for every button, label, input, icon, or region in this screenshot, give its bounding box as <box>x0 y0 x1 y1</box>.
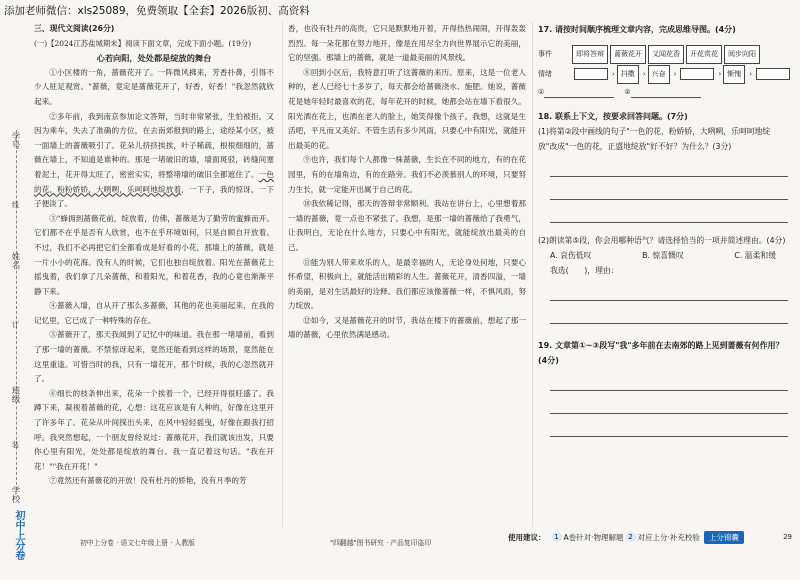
top-note: 添加老师微信：xls25089，免费领取【全套】2026版初、高资料 <box>4 5 310 17</box>
fold-mark: 线 <box>12 201 19 209</box>
option-b[interactable]: B. 惊喜慨叹 <box>642 251 684 260</box>
event-box: 蔷薇花开 <box>610 45 646 64</box>
arrow-right-icon: › <box>673 70 677 78</box>
fold-line <box>16 130 17 490</box>
brand-logo: 初中上分卷 <box>13 510 24 560</box>
arrow-right-icon: › <box>718 70 722 78</box>
margin-label-name: 姓名 <box>10 252 20 269</box>
mind-map-emotions-row <box>538 65 792 84</box>
emotions-label: 情绪 <box>538 70 552 78</box>
arrow-right-icon: › <box>642 70 646 78</box>
options-row <box>538 248 788 263</box>
emotion-box: 惭愧 <box>723 65 745 84</box>
answer-line[interactable] <box>550 185 788 200</box>
question-18-2: (2)朗读第⑤段，你会用哪种语气？请选择恰当的一项并简述理由。(4分) <box>538 236 786 245</box>
column-divider <box>532 22 533 527</box>
emotion-box: 抖擞 <box>617 65 639 84</box>
footer-middle: "四翻越"图书研究 · 产品复印盗印 <box>330 539 432 547</box>
paragraph-1: ①小区楼的一角，蔷薇花开了。一阵微风拂来，芳香扑鼻，引得不少人驻足观赏。"蔷薇，竟定是蔷薇花开了，好香，好香！"我忽然就欣起来。 <box>34 67 274 106</box>
article-title: 心若向阳，处处都是绽放的舞台 <box>96 53 212 64</box>
paragraph-6: ⑥细长的枝条伸出来，花朵一个挨着一个，已经开得很旺盛了。我蹲下来，凝视着蔷薇的花，心想：这花应该是有人种的，好像在这里开了许多年了。花朵从叶间探出头来，在风中轻轻摇曳，好像在跟我打招呼。我突然想起，一个朋友曾经说过：蔷薇花开，我们就该出发，只要你心里有阳光，处处都是绽放的舞台。我一直记着这句话。"我在开花！""我在开花！" <box>34 388 274 471</box>
usage-step-number: 1 <box>552 532 562 542</box>
question-18-1: (1)将第②段中画线的句子"一色的花，粉娇娇，大咧咧，乐呵呵地绽放"改成"一色的花，正盛地绽放"好不好？为什么？(3分) <box>538 127 771 151</box>
answer-line[interactable] <box>550 286 788 301</box>
usage-badge: 上分锦囊 <box>704 531 744 544</box>
answer-line[interactable] <box>631 87 701 98</box>
mind-map-events-row <box>538 45 762 64</box>
paragraph-5: ⑤蔷薇开了，那天我闻到了记忆中的味道。我在那一堵墙前，看到了那一墙的蔷薇。不禁惊讶起来，竟然还能看到这样的场景，竟然能在这里重逢。可惜当时的我，只有一墙花开，那个时候，我的心忽然就开了。 <box>34 330 274 384</box>
events-label: 事件 <box>538 50 552 58</box>
usage-step-1: A卷针对·物理解题 <box>563 532 624 542</box>
paragraph-11: ⑪能为别人带来欢乐的人，是最幸福的人，无论身处何地，只要心怀希望，积极向上，就能活出精彩的人生。蔷薇花开，清香四溢，一墙的美丽，是对生活最好的诠释。我们都应该像蔷薇一样，不惧风雨，努力绽放。 <box>288 257 526 311</box>
column-right <box>538 22 788 437</box>
answer-line[interactable] <box>550 399 788 414</box>
emotion-box: 兴奋 <box>648 65 670 84</box>
question-19: 19. 文章第①~③段写"我"多年前在去南郊的路上见到蔷薇有何作用？(4分) <box>538 341 784 365</box>
margin-label-student-id: 学号 <box>10 132 20 149</box>
underlined-sentence: 一色的花，粉粉娇娇，大咧咧，乐呵呵地绽放着 <box>34 169 274 194</box>
footer-left: 初中上分卷 · 语文七年级上册 · 人教版 <box>80 539 195 547</box>
answer-line[interactable] <box>550 208 788 223</box>
answer-line[interactable] <box>544 87 614 98</box>
paragraph-12: ⑫如今，又是蔷薇花开的时节，我站在楼下的蔷薇前，想起了那一墙的蔷薇，心里依然满是感动。 <box>288 315 526 340</box>
option-a[interactable]: A. 哀伤低叹 <box>550 251 592 260</box>
usage-step-2: 对应上分·补充校验 <box>637 532 700 542</box>
arrow-right-icon: › <box>612 70 615 78</box>
choice-prompt: 我选( )，理由： <box>550 266 619 275</box>
binding-margin <box>0 20 28 565</box>
fold-mark: 订 <box>12 321 19 329</box>
paragraph-9: ⑨也许，我们每个人都像一株蔷薇，生长在不同的地方，有的在花园里，有的在墙角边，有的在路旁。我们不必羡慕别人的环境，只要努力生长，就一定能开出属于自己的花。 <box>288 155 526 194</box>
usage-bar <box>508 530 788 544</box>
usage-step-number: 2 <box>626 532 636 542</box>
fold-mark: 装 <box>12 441 19 449</box>
mind-map <box>538 43 788 101</box>
mind-map-answers <box>538 85 711 100</box>
emotion-blank[interactable] <box>574 68 608 80</box>
paragraph-2 <box>34 110 274 212</box>
answer-number: ② <box>624 88 631 96</box>
usage-label: 使用建议： <box>508 532 546 542</box>
paragraph-4: ④蔷薇入墙，自从开了那么多蔷薇，其他的花也美丽起来，在我的记忆里，它已成了一种特殊的存在。 <box>34 301 274 325</box>
column-divider <box>282 22 283 527</box>
answer-line[interactable] <box>550 309 788 324</box>
margin-label-school: 学校 <box>10 486 20 503</box>
event-box: 开花赏花 <box>686 45 722 64</box>
paragraph-8: ⑧回到小区后，我特意打听了这蔷薇的来历。原来，这是一位老人种的，老人已经七十多岁了，每天都会给蔷薇浇水、施肥。她说，蔷薇花是她年轻时最喜欢的花，每年花开的时候，她都会站在墙下看很久。阳光洒在花上，也洒在老人的脸上，她笑得像个孩子。我想，这就是生活吧，平凡而又美好。不管生活有多少风雨，只要心中有阳光，就能开出最美的花。 <box>288 67 526 150</box>
answer-line[interactable] <box>550 162 788 177</box>
paragraph-7: ⑦竟然还有蔷薇花的开放！没有杜丹的娇艳，没有月季的芳 <box>49 476 247 486</box>
section-heading: 三、现代文阅读(26分) <box>34 24 115 33</box>
event-box: 即将答辩 <box>572 45 608 64</box>
question-17: 17. 请按时间顺序梳理文章内容，完成思维导图。(4分) <box>538 25 736 34</box>
answer-number: ① <box>538 88 545 96</box>
emotion-blank[interactable] <box>756 68 790 80</box>
answer-line[interactable] <box>550 376 788 391</box>
paragraph-2-tail: ，一下子，我的惊讶，一下子便淡了。 <box>34 184 275 209</box>
reading-intro: (一)【2024江苏盐城期末】阅读下面文章，完成下面小题。(19分) <box>34 38 252 48</box>
paragraph-3: ③"蜂拥到蔷薇花前，绽放着，仿佛，蔷薇是为了勤劳的蜜蜂而开。它们都不在乎是否有人欣赏，也不在乎环境如何，只是自顾自开放着。不过，我们不必再把它们全都看成是好看的小花，那墙上的蔷薇，就是一片小小的花海。没有人的时候，它们也独自绽放着。阳光在蔷薇花上摇曳着，我们拿了几朵蔷薇，和着阳光，和着花香，我的心竟也渐渐平静下来。 <box>34 213 274 296</box>
page-number: 29 <box>783 533 792 541</box>
paragraph-7-cont: 香，也没有牡丹的高贵，它只是默默地开着，开得热热闹闹，开得轰轰烈烈。每一朵花都在努力地开，像是在用尽全力向世界展示它的美丽，它的坚强。那墙上的蔷薇，就是一道最美丽的风景线。 <box>288 24 526 63</box>
event-box: 又闻花香 <box>648 45 684 64</box>
paragraph-2-text: ②多年前，我到南京参加论文答辩，当时非常紧张，生怕被拒。又因为乘车，失去了准确的方位，在去南郊报到的路上，途经某小区，被一面墙上的蔷薇吸引了。花朵儿挤挤挨挨，叶子稀疏，根根细细的，蔷薇在墙上，不知道是谁种的。那是一堵破旧的墙，墙面斑驳，砖缝间塞着泥土，花开得太旺了，密密实实，将整堵墙的破旧全都遮住了。 <box>34 111 274 179</box>
option-c[interactable]: C. 温柔和缓 <box>734 251 776 260</box>
margin-label-class: 班级 <box>10 386 20 403</box>
column-left <box>34 22 274 489</box>
answer-line[interactable] <box>550 422 788 437</box>
column-middle <box>288 22 526 343</box>
question-18: 18. 联系上下文，按要求回答问题。(7分) <box>538 112 688 121</box>
paragraph-10: ⑩我依稀记得，那天的答辩非常顺利。我站在讲台上，心里想着那一墙的蔷薇，竟一点也不紧张了。我想，是那一墙的蔷薇给了我勇气，让我明白，无论在什么地方，只要心中有阳光，就能绽放出最美的自己。 <box>288 199 526 252</box>
emotion-blank[interactable] <box>680 68 714 80</box>
event-box: 阅步向阳 <box>724 45 760 64</box>
arrow-right-icon: › <box>749 70 753 78</box>
